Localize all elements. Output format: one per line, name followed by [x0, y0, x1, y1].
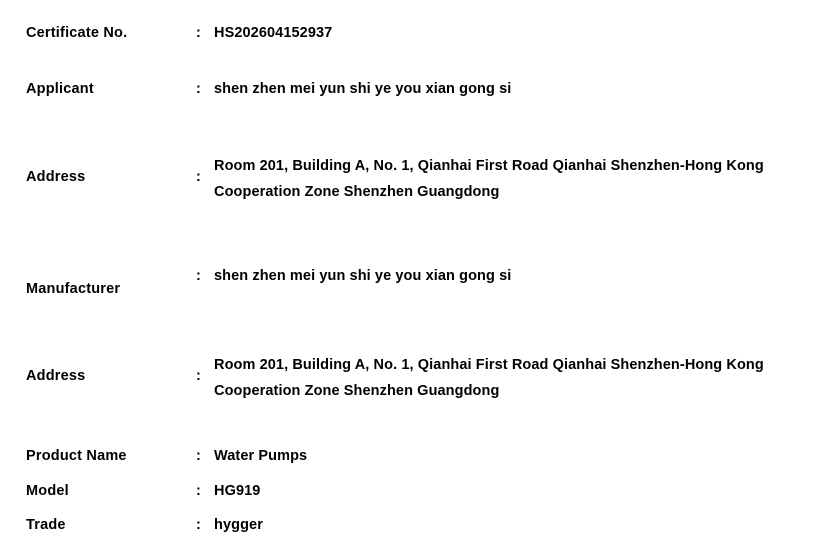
field-row-certificate-no	[26, 24, 798, 44]
field-label-product-name: Product Name	[26, 448, 127, 465]
field-row-applicant-address	[26, 154, 798, 205]
field-colon: :	[196, 482, 201, 499]
field-label-applicant-address: Address	[26, 169, 86, 186]
field-colon: :	[196, 169, 201, 186]
field-colon: :	[196, 517, 201, 534]
field-value-manufacturer-address: Room 201, Building A, No. 1, Qianhai First Road Qianhai Shenzhen-Hong Kong Cooperation Zone Shenzhen Guangdong	[214, 357, 764, 399]
field-row-product-name	[26, 447, 798, 467]
field-label-manufacturer: Manufacturer	[26, 280, 121, 297]
field-row-manufacturer	[26, 267, 798, 300]
field-value-model: HG919	[214, 482, 261, 499]
field-value-product-name: Water Pumps	[214, 448, 308, 465]
field-row-manufacturer-address	[26, 353, 798, 404]
field-label-manufacturer-address: Address	[26, 368, 86, 385]
field-row-model	[26, 482, 798, 502]
field-value-manufacturer: shen zhen mei yun shi ye you xian gong si	[214, 267, 512, 284]
field-colon: :	[196, 368, 201, 385]
field-label-applicant: Applicant	[26, 80, 94, 97]
field-colon: :	[196, 448, 201, 465]
field-row-trade	[26, 516, 798, 536]
field-value-applicant: shen zhen mei yun shi ye you xian gong si	[214, 80, 512, 97]
field-colon: :	[196, 80, 201, 97]
field-colon: :	[196, 25, 201, 41]
field-row-applicant	[26, 80, 798, 100]
field-value-applicant-address: Room 201, Building A, No. 1, Qianhai First Road Qianhai Shenzhen-Hong Kong Cooperation Zone Shenzhen Guangdong	[214, 158, 764, 200]
field-label-trade: Trade	[26, 517, 66, 534]
field-value-certificate-no: HS202604152937	[214, 25, 333, 41]
field-value-trade: hygger	[214, 517, 263, 534]
field-label-certificate-no: Certificate No.	[26, 25, 128, 41]
field-label-model: Model	[26, 482, 69, 499]
field-colon: :	[196, 267, 201, 284]
